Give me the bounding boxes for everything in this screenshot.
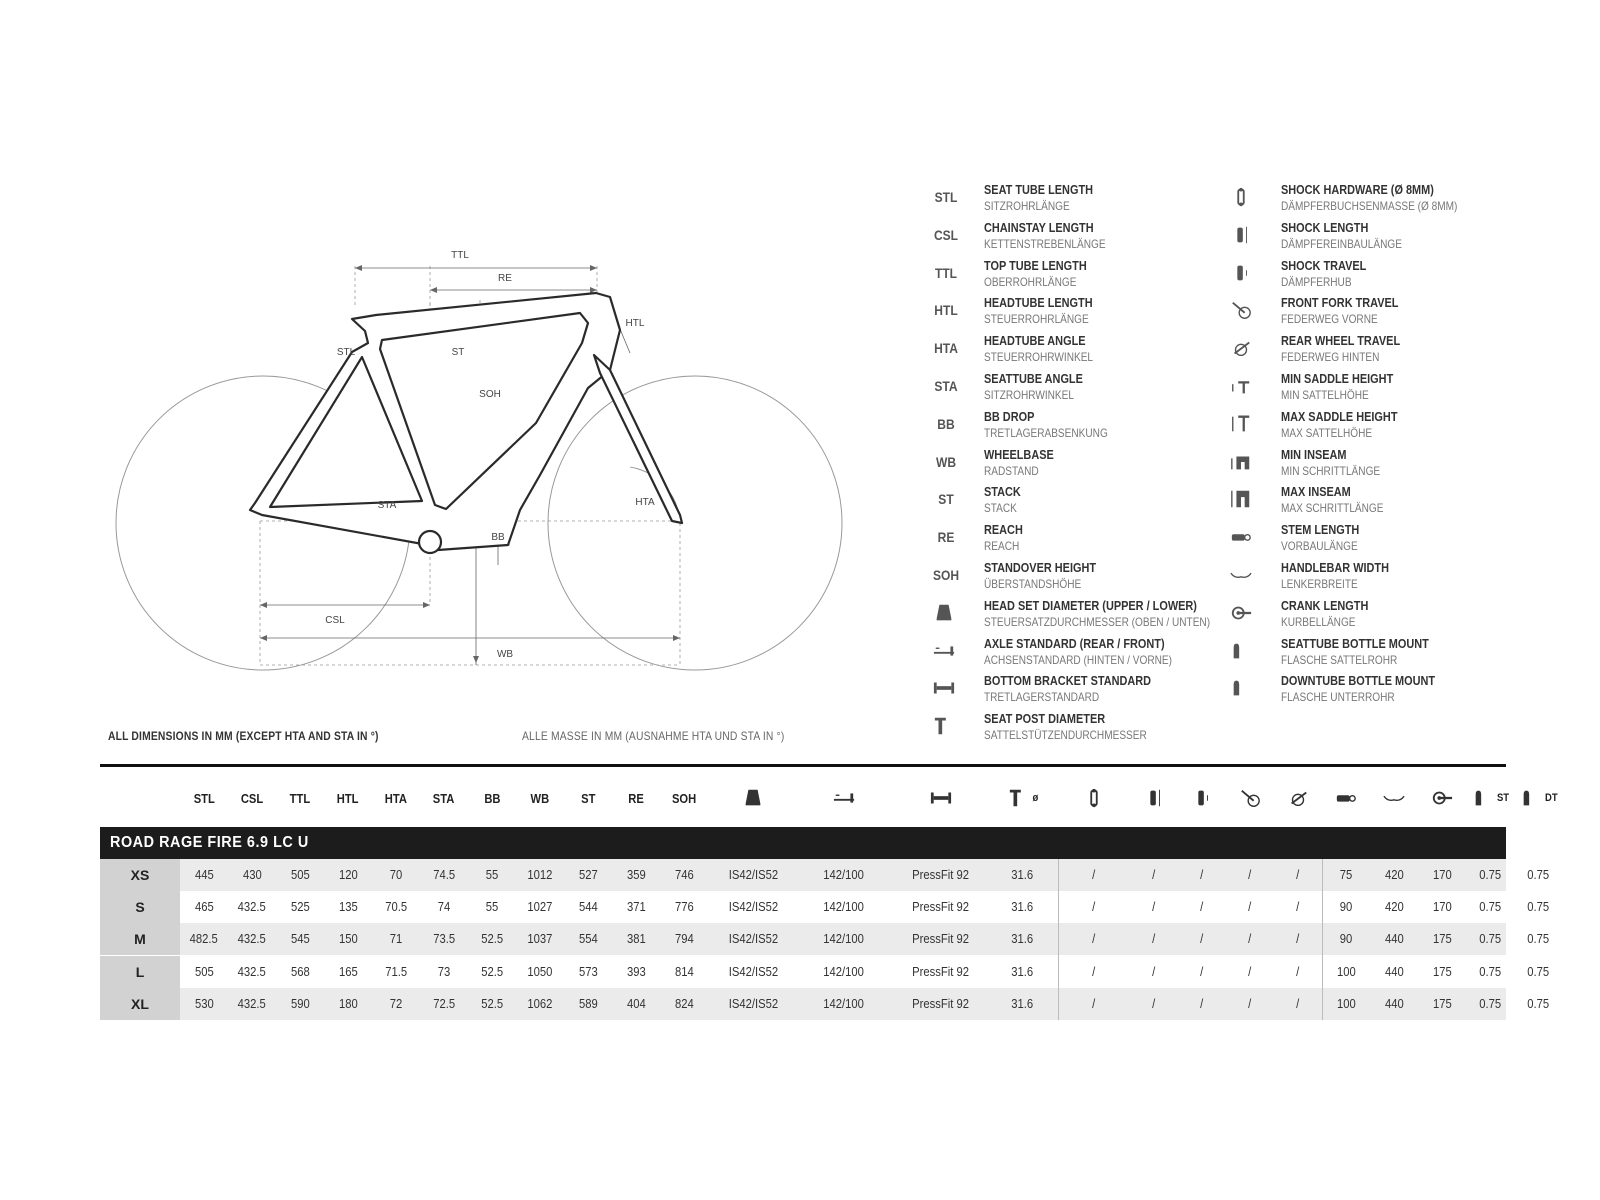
table-cell: 175 <box>1432 996 1452 1011</box>
column-header: ST <box>580 790 596 806</box>
table-cell: 530 <box>194 996 214 1011</box>
table-cell: 545 <box>290 932 310 947</box>
legend-label-en: MAX SADDLE HEIGHT <box>1281 408 1398 424</box>
table-cell: 0.75 <box>1479 868 1501 882</box>
bottom-bracket-icon <box>931 677 965 699</box>
legend-label-en: SEATTUBE ANGLE <box>984 370 1083 386</box>
table-cell: 568 <box>290 964 310 979</box>
legend-label-en: CHAINSTAY LENGTH <box>984 219 1094 235</box>
table-cell: 52.5 <box>481 996 503 1011</box>
legend-label-en: BOTTOM BRACKET STANDARD <box>984 673 1152 689</box>
table-cell: 814 <box>674 964 694 979</box>
column-header: HTA <box>384 790 408 806</box>
table-cell: / <box>1248 964 1252 979</box>
units-note-en: ALL DIMENSIONS IN MM (EXCEPT HTA AND STA IN °) <box>108 729 379 743</box>
legend-label-en: SEAT TUBE LENGTH <box>984 182 1094 197</box>
legend-abbr: RE <box>937 529 955 546</box>
legend-abbr: CSL <box>933 226 959 243</box>
legend-label-de: FEDERWEG VORNE <box>1281 312 1378 327</box>
table-cell: 175 <box>1432 932 1452 947</box>
legend-label-en: STANDOVER HEIGHT <box>984 559 1097 575</box>
label-st: ST <box>451 347 465 358</box>
table-cell: 0.75 <box>1527 996 1549 1011</box>
fork-travel-icon <box>1228 299 1262 321</box>
table-cell: 150 <box>338 932 358 947</box>
label-bb: BB <box>491 532 505 543</box>
table-row <box>100 859 1549 891</box>
legend-label-en: MIN INSEAM <box>1281 446 1347 462</box>
legend-label-en: SEATTUBE BOTTLE MOUNT <box>1281 635 1429 651</box>
table-cell: 0.75 <box>1479 964 1501 979</box>
table-cell: 1062 <box>527 996 553 1011</box>
table-cell: 73.5 <box>433 932 455 947</box>
min-inseam-icon <box>1228 451 1262 473</box>
legend-abbr: STL <box>934 189 958 205</box>
table-cell: 165 <box>338 964 358 979</box>
headset-icon <box>931 602 965 624</box>
table-cell: 75 <box>1339 868 1353 882</box>
legend-abbr: STA <box>934 377 958 394</box>
table-cell: 420 <box>1384 868 1404 882</box>
legend-abbr: HTA <box>934 340 958 357</box>
crank-icon <box>1418 770 1466 826</box>
table-cell: 420 <box>1384 900 1404 915</box>
legend-label-de: TRETLAGERSTANDARD <box>984 690 1100 705</box>
table-cell: / <box>1152 868 1156 882</box>
table-cell: 31.6 <box>1011 964 1033 979</box>
table-cell: 776 <box>674 900 694 915</box>
table-cell: 31.6 <box>1011 900 1033 915</box>
table-cell: 0.75 <box>1527 868 1549 882</box>
table-cell: 445 <box>194 868 214 882</box>
label-htl: HTL <box>625 318 645 329</box>
label-soh: SOH <box>479 389 501 400</box>
fork-travel-icon <box>1226 770 1274 826</box>
table-cell: IS42/IS52 <box>728 932 778 947</box>
table-cell: PressFit 92 <box>912 996 970 1011</box>
bottom-bracket-icon <box>890 770 992 826</box>
table-cell: 175 <box>1432 964 1452 979</box>
bike-geometry-diagram <box>110 245 860 685</box>
table-cell: PressFit 92 <box>912 932 970 947</box>
label-re: RE <box>498 273 512 284</box>
legend-label-en: CRANK LENGTH <box>1281 597 1369 613</box>
legend-label-de: VORBAULÄNGE <box>1281 539 1358 554</box>
table-cell: / <box>1200 996 1204 1011</box>
legend-label-de: ÜBERSTANDSHÖHE <box>984 576 1082 591</box>
table-cell: 73 <box>437 964 451 979</box>
legend-label-de: MAX SATTELHÖHE <box>1281 425 1373 440</box>
table-cell: 72.5 <box>433 996 455 1011</box>
table-top-rule <box>100 764 1506 767</box>
table-cell: 824 <box>674 996 694 1011</box>
table-cell: 794 <box>674 932 694 947</box>
label-stl: STL <box>336 347 356 358</box>
column-separator <box>1322 859 1323 1020</box>
icon-suffix: ø <box>1032 792 1038 804</box>
label-sta: STA <box>377 500 397 511</box>
icon-suffix: ST <box>1496 792 1510 804</box>
table-cell: 404 <box>626 996 646 1011</box>
column-header: BB <box>483 790 501 806</box>
units-note-de: ALLE MASSE IN MM (AUSNAHME HTA UND STA IN °) <box>522 729 785 743</box>
table-cell: / <box>1092 964 1096 979</box>
table-cell: 430 <box>242 868 262 882</box>
table-cell: 100 <box>1336 996 1356 1011</box>
max-saddle-icon <box>1228 413 1262 435</box>
table-cell: 525 <box>290 900 310 915</box>
axle-icon <box>931 640 965 662</box>
size-label: XL <box>100 988 180 1020</box>
table-cell: 432.5 <box>237 932 267 947</box>
legend-label-de: STEUERROHRLÄNGE <box>984 312 1089 327</box>
table-cell: 440 <box>1384 996 1404 1011</box>
table-cell: PressFit 92 <box>912 964 970 979</box>
table-cell: 52.5 <box>481 964 503 979</box>
stem-icon <box>1228 526 1262 548</box>
table-cell: 393 <box>626 964 646 979</box>
table-cell: 0.75 <box>1527 964 1549 979</box>
legend-label-de: FEDERWEG HINTEN <box>1281 350 1380 365</box>
table-cell: 544 <box>578 900 598 915</box>
table-cell: 1050 <box>527 964 553 979</box>
headset-icon <box>708 770 798 826</box>
legend-label-en: REACH <box>984 522 1023 538</box>
column-header: WB <box>530 790 550 806</box>
table-cell: 1012 <box>527 868 553 882</box>
table-cell: 74 <box>437 900 451 915</box>
table-cell: / <box>1296 900 1300 915</box>
seatpost-icon <box>992 770 1052 826</box>
legend-label-en: STACK <box>984 484 1021 500</box>
table-cell: 505 <box>194 964 214 979</box>
table-cell: 142/100 <box>823 932 865 947</box>
table-cell: 31.6 <box>1011 868 1033 882</box>
legend-label-en: MIN SADDLE HEIGHT <box>1281 370 1394 386</box>
table-row <box>100 988 1549 1020</box>
table-cell: 381 <box>626 932 646 947</box>
size-label: XS <box>100 859 180 891</box>
table-cell: 70 <box>389 868 403 882</box>
column-header: CSL <box>240 790 264 806</box>
shock-hardware-icon <box>1058 770 1130 826</box>
table-cell: 142/100 <box>823 996 865 1011</box>
table-cell: 55 <box>485 868 499 882</box>
table-cell: 142/100 <box>823 900 865 915</box>
legend-abbr: SOH <box>932 566 960 583</box>
downtube-bottle-icon <box>1228 677 1262 699</box>
table-cell: / <box>1248 900 1252 915</box>
legend-abbr: TTL <box>934 264 958 281</box>
legend-label-de: SITZROHRLÄNGE <box>984 199 1070 213</box>
column-separator <box>1058 859 1059 1020</box>
legend-label-de: TRETLAGERABSENKUNG <box>984 425 1108 440</box>
column-header: TTL <box>289 790 311 806</box>
min-saddle-icon <box>1228 375 1262 397</box>
rear-travel-icon <box>1228 337 1262 359</box>
legend-label-de: DÄMPFEREINBAULÄNGE <box>1281 236 1402 251</box>
table-cell: 482.5 <box>189 932 219 947</box>
front-wheel <box>548 376 842 670</box>
table-cell: 72 <box>389 996 403 1011</box>
legend-label-de: RADSTAND <box>984 463 1039 478</box>
legend-label-de: KETTENSTREBENLÄNGE <box>984 236 1106 251</box>
legend-label-en: STEM LENGTH <box>1281 522 1360 538</box>
legend-label-de: STEUERROHRWINKEL <box>984 350 1094 365</box>
max-inseam-icon <box>1228 488 1262 510</box>
table-cell: / <box>1152 964 1156 979</box>
table-cell: IS42/IS52 <box>728 900 778 915</box>
table-cell: 0.75 <box>1479 900 1501 915</box>
handlebar-icon <box>1228 564 1262 586</box>
shock-hardware-icon <box>1228 186 1262 208</box>
legend-label-de: FLASCHE SATTELROHR <box>1281 652 1398 667</box>
label-hta: HTA <box>635 497 655 508</box>
legend-label-de: SATTELSTÜTZENDURCHMESSER <box>984 728 1147 743</box>
legend-label-de: SITZROHRWINKEL <box>984 387 1074 402</box>
legend-label-de: OBERROHRLÄNGE <box>984 274 1077 289</box>
table-cell: 90 <box>1339 900 1353 915</box>
column-header: STL <box>193 790 215 806</box>
legend-label-de: STACK <box>984 501 1017 516</box>
handlebar-icon <box>1370 770 1418 826</box>
label-ttl: TTL <box>451 250 469 261</box>
table-cell: 55 <box>485 900 499 915</box>
legend-label-en: AXLE STANDARD (REAR / FRONT) <box>984 635 1165 651</box>
shock-travel-icon <box>1228 262 1262 284</box>
shock-length-icon <box>1130 770 1178 826</box>
table-cell: 465 <box>194 900 214 915</box>
legend-label-de: LENKERBREITE <box>1281 576 1358 591</box>
table-cell: 170 <box>1432 868 1452 882</box>
legend-abbr: BB <box>937 415 955 432</box>
axle-icon <box>798 770 890 826</box>
table-cell: 0.75 <box>1527 932 1549 947</box>
legend-label-en: SHOCK HARDWARE (Ø 8MM) <box>1281 182 1434 197</box>
table-cell: 100 <box>1336 964 1356 979</box>
table-cell: IS42/IS52 <box>728 964 778 979</box>
table-cell: / <box>1200 932 1204 947</box>
table-cell: 554 <box>578 932 598 947</box>
table-cell: IS42/IS52 <box>728 996 778 1011</box>
table-cell: / <box>1152 996 1156 1011</box>
model-bar <box>100 827 1506 859</box>
table-cell: 135 <box>338 900 358 915</box>
legend-label-en: MAX INSEAM <box>1281 484 1351 500</box>
table-cell: 120 <box>338 868 358 882</box>
legend-label-en: HEAD SET DIAMETER (UPPER / LOWER) <box>984 597 1197 613</box>
table-cell: / <box>1248 996 1252 1011</box>
table-cell: IS42/IS52 <box>728 868 778 882</box>
table-cell: / <box>1296 932 1300 947</box>
table-cell: 440 <box>1384 964 1404 979</box>
crank-icon <box>1228 602 1262 624</box>
legend-label-en: SEAT POST DIAMETER <box>984 711 1106 727</box>
table-cell: PressFit 92 <box>912 868 970 882</box>
legend-label-en: WHEELBASE <box>984 446 1054 462</box>
table-cell: 0.75 <box>1479 996 1501 1011</box>
table-cell: / <box>1152 900 1156 915</box>
bike-frame <box>250 293 682 553</box>
legend-label-en: FRONT FORK TRAVEL <box>1281 295 1399 311</box>
legend-label-de: KURBELLÄNGE <box>1281 614 1356 629</box>
legend-label-en: TOP TUBE LENGTH <box>984 257 1087 273</box>
legend-label-de: MAX SCHRITTLÄNGE <box>1281 501 1384 516</box>
legend-label-de: STEUERSATZDURCHMESSER (OBEN / UNTEN) <box>984 614 1211 629</box>
table-cell: 31.6 <box>1011 932 1033 947</box>
table-cell: / <box>1092 900 1096 915</box>
table-cell: 505 <box>290 868 310 882</box>
stem-icon <box>1322 770 1370 826</box>
model-name: ROAD RAGE FIRE 6.9 LC U <box>110 834 309 851</box>
legend-label-de: ACHSENSTANDARD (HINTEN / VORNE) <box>984 652 1172 667</box>
legend-label-en: REAR WHEEL TRAVEL <box>1281 333 1401 349</box>
table-cell: PressFit 92 <box>912 900 970 915</box>
label-wb: WB <box>496 649 514 660</box>
icon-suffix: DT <box>1544 792 1558 804</box>
table-cell: 589 <box>578 996 598 1011</box>
table-cell: 1037 <box>527 932 553 947</box>
table-cell: 71 <box>389 932 403 947</box>
seattube-bottle-icon <box>1466 770 1514 826</box>
table-cell: 0.75 <box>1479 932 1501 947</box>
legend-label-de: DÄMPFERBUCHSENMASSE (Ø 8MM) <box>1281 199 1458 213</box>
legend-label-en: SHOCK TRAVEL <box>1281 257 1367 273</box>
size-label: S <box>100 891 180 923</box>
seattube-bottle-icon <box>1228 640 1262 662</box>
shock-length-icon <box>1228 224 1262 246</box>
table-cell: 74.5 <box>433 868 455 882</box>
table-cell: / <box>1092 932 1096 947</box>
table-row <box>100 891 1549 923</box>
rear-travel-icon <box>1274 770 1322 826</box>
table-cell: 371 <box>626 900 646 915</box>
column-header: HTL <box>337 790 359 806</box>
legend-label-de: MIN SCHRITTLÄNGE <box>1281 463 1381 478</box>
table-cell: 52.5 <box>481 932 503 947</box>
shock-travel-icon <box>1178 770 1226 826</box>
table-cell: 142/100 <box>823 868 865 882</box>
legend-label-en: DOWNTUBE BOTTLE MOUNT <box>1281 673 1436 689</box>
table-cell: / <box>1296 964 1300 979</box>
table-cell: / <box>1296 868 1300 882</box>
table-cell: / <box>1092 996 1096 1011</box>
table-cell: / <box>1200 868 1204 882</box>
legend-abbr: HTL <box>934 302 958 319</box>
table-cell: 71.5 <box>385 964 407 979</box>
table-cell: 0.75 <box>1527 900 1549 915</box>
table-cell: / <box>1296 996 1300 1011</box>
table-cell: 432.5 <box>237 964 267 979</box>
label-csl: CSL <box>325 615 345 626</box>
legend-abbr: WB <box>935 453 957 470</box>
size-label: M <box>100 923 180 955</box>
table-cell: 90 <box>1339 932 1353 947</box>
legend-abbr: ST <box>938 491 954 508</box>
downtube-bottle-icon <box>1514 770 1562 826</box>
table-cell: 746 <box>674 868 694 882</box>
table-cell: / <box>1092 868 1096 882</box>
table-cell: 432.5 <box>237 996 267 1011</box>
legend-label-en: BB DROP <box>984 408 1035 424</box>
column-header: STA <box>433 790 455 806</box>
table-cell: / <box>1248 868 1252 882</box>
legend-label-en: HEADTUBE ANGLE <box>984 333 1086 349</box>
legend-label-de: DÄMPFERHUB <box>1281 274 1352 289</box>
legend-label-de: REACH <box>984 539 1020 554</box>
table-cell: 170 <box>1432 900 1452 915</box>
legend-label-en: SHOCK LENGTH <box>1281 219 1369 235</box>
legend-label-en: HANDLEBAR WIDTH <box>1281 559 1389 575</box>
table-row <box>100 923 1549 955</box>
legend-label-de: MIN SATTELHÖHE <box>1281 387 1369 402</box>
legend-label-en: HEADTUBE LENGTH <box>984 295 1093 311</box>
table-header-row <box>100 770 1558 826</box>
table-cell: 70.5 <box>385 900 407 915</box>
table-cell: 573 <box>578 964 598 979</box>
seatpost-icon <box>931 715 965 737</box>
legend-label-de: FLASCHE UNTERROHR <box>1281 690 1395 705</box>
table-cell: 31.6 <box>1011 996 1033 1011</box>
table-row <box>100 956 1549 988</box>
table-cell: / <box>1248 932 1252 947</box>
table-cell: 527 <box>578 868 598 882</box>
table-cell: 432.5 <box>237 900 267 915</box>
size-label: L <box>100 956 180 988</box>
table-cell: 1027 <box>527 900 553 915</box>
table-cell: 180 <box>338 996 358 1011</box>
table-cell: / <box>1200 900 1204 915</box>
table-cell: 440 <box>1384 932 1404 947</box>
table-cell: / <box>1152 932 1156 947</box>
table-cell: 590 <box>290 996 310 1011</box>
table-cell: 142/100 <box>823 964 865 979</box>
table-cell: 359 <box>626 868 646 882</box>
column-header: RE <box>628 790 644 806</box>
table-cell: / <box>1200 964 1204 979</box>
column-header: SOH <box>671 790 697 806</box>
